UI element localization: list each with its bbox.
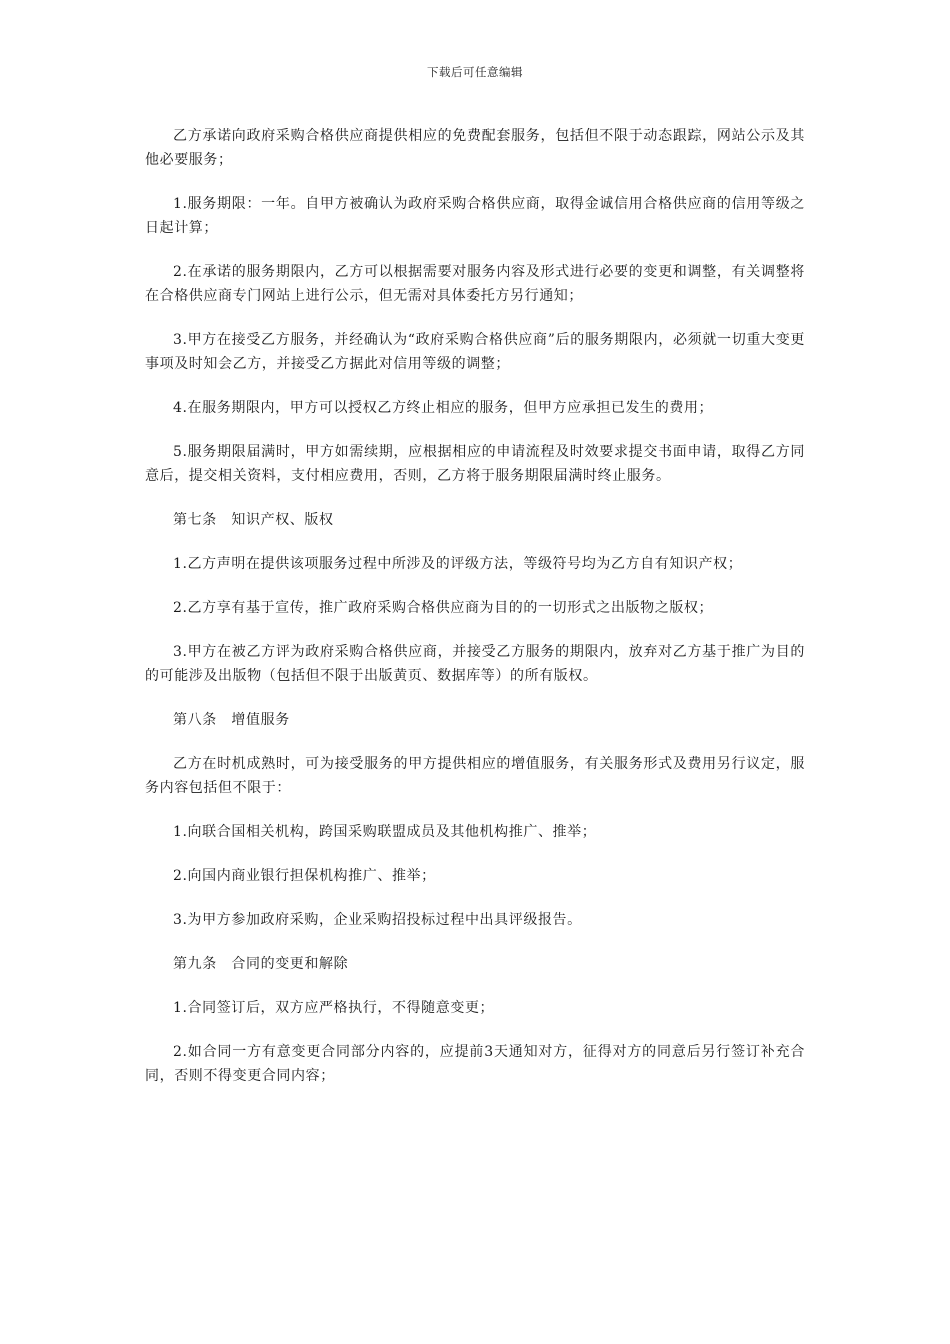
paragraph-change-notice: 3.甲方在接受乙方服务，并经确认为“政府采购合格供应商”后的服务期限内，必须就一切重大变更事项及时知会乙方，并接受乙方据此对信用等级的调整； — [145, 332, 805, 372]
paragraph-service-adjustment: 2.在承诺的服务期限内，乙方可以根据需要对服务内容及形式进行必要的变更和调整，有关调整将在合格供应商专门网站上进行公示，但无需对具体委托方另行通知； — [145, 264, 805, 304]
paragraph-service-commitment: 乙方承诺向政府采购合格供应商提供相应的免费配套服务，包括但不限于动态跟踪，网站公示及其他必要服务； — [145, 128, 805, 168]
section-heading-article-8: 第八条 增值服务 — [173, 712, 290, 728]
paragraph-ip-declaration: 1.乙方声明在提供该项服务过程中所涉及的评级方法，等级符号均为乙方自有知识产权； — [173, 556, 743, 572]
paragraph-value-added-intro: 乙方在时机成熟时，可为接受服务的甲方提供相应的增值服务，有关服务形式及费用另行议定，服务内容包括但不限于： — [145, 756, 805, 796]
paragraph-termination-authorization: 4.在服务期限内，甲方可以授权乙方终止相应的服务，但甲方应承担已发生的费用； — [173, 400, 714, 416]
document-body — [145, 124, 805, 1108]
header-note: 下载后可任意编辑 — [427, 65, 523, 79]
paragraph-value-added-rating-report: 3.为甲方参加政府采购，企业采购招投标过程中出具评级报告。 — [173, 912, 582, 928]
paragraph-service-term: 1.服务期限：一年。自甲方被确认为政府采购合格供应商，取得金诚信用合格供应商的信用等级之日起计算； — [145, 196, 805, 236]
section-heading-article-9: 第九条 合同的变更和解除 — [173, 956, 349, 972]
paragraph-contract-amendment: 2.如合同一方有意变更合同部分内容的，应提前3天通知对方，征得对方的同意后另行签订补充合同，否则不得变更合同内容； — [145, 1044, 805, 1084]
section-heading-article-7: 第七条 知识产权、版权 — [173, 512, 334, 528]
paragraph-copyright-waiver: 3.甲方在被乙方评为政府采购合格供应商，并接受乙方服务的期限内，放弃对乙方基于推广为目的的可能涉及出版物（包括但不限于出版黄页、数据库等）的所有版权。 — [145, 644, 805, 684]
paragraph-value-added-banks: 2.向国内商业银行担保机构推广、推举； — [173, 868, 436, 884]
paragraph-value-added-un: 1.向联合国相关机构，跨国采购联盟成员及其他机构推广、推举； — [173, 824, 597, 840]
paragraph-strict-execution: 1.合同签订后，双方应严格执行，不得随意变更； — [173, 1000, 495, 1016]
paragraph-renewal: 5.服务期限届满时，甲方如需续期，应根据相应的申请流程及时效要求提交书面申请，取得乙方同意后，提交相关资料，支付相应费用，否则，乙方将于服务期限届满时终止服务。 — [145, 444, 805, 484]
paragraph-copyright-promotion: 2.乙方享有基于宣传，推广政府采购合格供应商为目的的一切形式之出版物之版权； — [173, 600, 714, 616]
